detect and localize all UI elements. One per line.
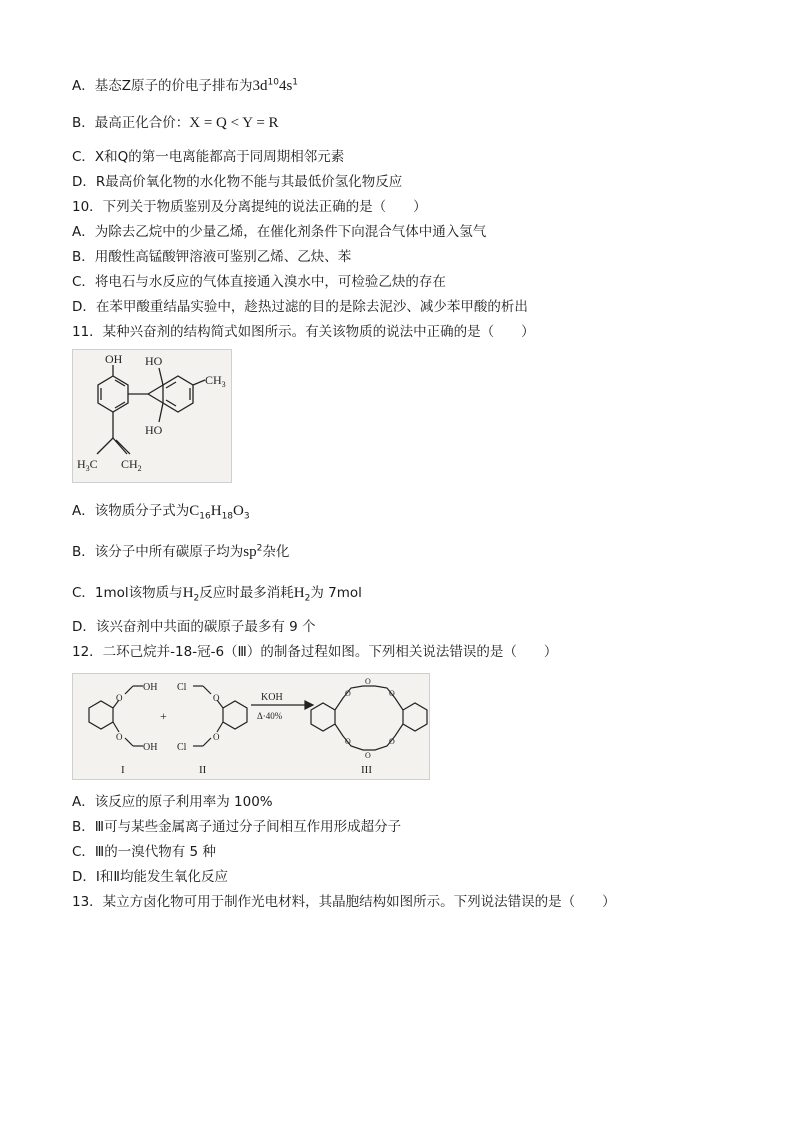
q9-option-b: B．最高正化合价：X = Q < Y = R (72, 115, 279, 131)
q11-option-c: C．1mol该物质与$H_2$反应时最多消耗$H_2$为 7mol (72, 585, 362, 604)
q11-option-b: B．该分子中所有碳原子均为$sp^2$杂化 (72, 543, 290, 560)
q10-option-d: D．在苯甲酸重结晶实验中，趁热过滤的目的是除去泥沙、减少苯甲酸的析出 (72, 299, 528, 315)
q12-condition: Δ·40% (257, 711, 283, 721)
q12-o-ii-bottom: O (213, 732, 220, 742)
q11-structure-figure (72, 349, 232, 483)
q12-label-iii: III (361, 764, 372, 776)
q12-cl-top: Cl (177, 682, 187, 693)
compound-iii-right-ring (403, 703, 427, 731)
q9-option-d: D．R最高价氧化物的水化物不能与其最低价氢化物反应 (72, 174, 403, 190)
q11-label-ho-top: HO (145, 354, 163, 368)
q10-option-c: C．将电石与水反应的气体直接通入溴水中，可检验乙炔的存在 (72, 274, 446, 290)
q12-plus: + (160, 709, 167, 723)
q11-stem: 11．某种兴奋剂的结构简式如图所示。有关该物质的说法中正确的是（ ） (72, 324, 535, 340)
q12-label-i: I (121, 764, 125, 776)
q12-cl-bottom: Cl (177, 742, 187, 753)
q10-option-b: B．用酸性高锰酸钾溶液可鉴别乙烯、乙炔、苯 (72, 249, 352, 265)
q9-option-a: A．基态Z原子的价电子排布为$3d^{10}4s^1$ (72, 77, 299, 94)
q10-option-a: A．为除去乙烷中的少量乙烯，在催化剂条件下向混合气体中通入氢气 (72, 224, 487, 240)
q12-stem: 12．二环己烷并-18-冠-6（Ⅲ）的制备过程如图。下列相关说法错误的是（ ） (72, 644, 558, 660)
q12-label-ii: II (199, 764, 207, 776)
q13-stem: 13．某立方卤化物可用于制作光电材料，其晶胞结构如图所示。下列说法错误的是（ ） (72, 894, 616, 910)
right-benzene-ring (163, 376, 193, 412)
q11-structure-diagram (73, 350, 231, 482)
q12-o-iii-1: O (345, 689, 351, 698)
q12-o-iii-4: O (345, 737, 351, 746)
q11-option-a: A．该物质分子式为$C_{16}H_{18}O_3$ (72, 503, 250, 522)
q11-label-oh: OH (105, 352, 123, 366)
compound-iii-left-ring (311, 703, 335, 731)
q12-o-iii-5: O (365, 751, 371, 760)
q12-o-i-top: O (116, 693, 123, 703)
q11-label-ho-bottom: HO (145, 423, 163, 437)
q12-o-i-bottom: O (116, 732, 123, 742)
q12-option-c: C．Ⅲ的一溴代物有 5 种 (72, 844, 216, 860)
compound-ii-ring (223, 701, 247, 729)
q12-reaction-figure (72, 673, 430, 780)
q12-o-ii-top: O (213, 693, 220, 703)
q12-option-d: D．Ⅰ和Ⅱ均能发生氧化反应 (72, 869, 229, 885)
q12-option-b: B．Ⅲ可与某些金属离子通过分子间相互作用形成超分子 (72, 819, 402, 835)
left-benzene-ring (98, 376, 128, 412)
q12-o-iii-2: O (365, 677, 371, 686)
q11-label-h3c: $H_3C$ (77, 457, 98, 473)
q10-stem: 10．下列关于物质鉴别及分离提纯的说法正确的是（ ） (72, 199, 427, 215)
q11-label-ch3: $CH_3$ (205, 373, 226, 389)
q12-option-a: A．该反应的原子利用率为 100% (72, 794, 273, 810)
q9-option-c: C．X和Q的第一电离能都高于同周期相邻元素 (72, 149, 345, 165)
q12-oh-bottom: OH (143, 742, 158, 753)
q12-o-iii-6: O (389, 737, 395, 746)
q12-reagent: KOH (261, 692, 283, 703)
q12-reaction-diagram (73, 674, 429, 779)
q11-option-d: D．该兴奋剂中共面的碳原子最多有 9 个 (72, 619, 316, 635)
compound-i-ring (89, 701, 113, 729)
q11-label-ch2: $CH_2$ (121, 457, 142, 473)
q12-oh-top: OH (143, 682, 158, 693)
q12-o-iii-3: O (389, 689, 395, 698)
